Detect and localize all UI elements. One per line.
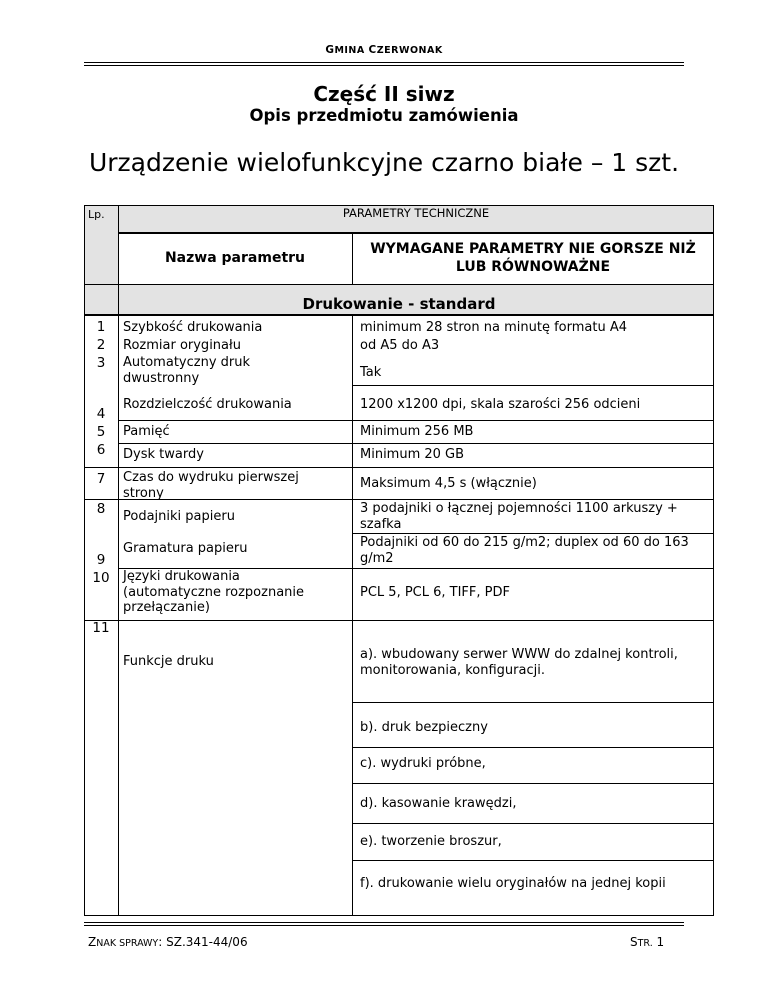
row-rule xyxy=(118,420,714,421)
row-rule xyxy=(84,467,714,468)
param-name: Gramatura papieru xyxy=(123,541,248,556)
row-rule xyxy=(118,443,714,444)
function-item: d). kasowanie krawędzi, xyxy=(360,796,517,811)
param-value: Tak xyxy=(360,365,382,380)
row-rule xyxy=(352,702,714,703)
row-rule xyxy=(84,620,714,621)
header-rule xyxy=(84,62,684,63)
param-name: Rozmiar oryginału xyxy=(123,338,241,353)
col-required-label: WYMAGANE PARAMETRY NIE GORSZE NIŻ LUB RÓWNOWAŻNE xyxy=(370,241,696,275)
col-name-label: Nazwa parametru xyxy=(164,250,306,266)
param-name: Czas do wydruku pierwszej strony xyxy=(123,470,299,501)
function-item: f). drukowanie wielu oryginałów na jednej kopii xyxy=(360,876,666,891)
row-rule xyxy=(352,747,714,748)
param-value: Podajniki od 60 do 215 g/m2; duplex od 60 do 163 g/m2 xyxy=(360,535,689,566)
row-rule xyxy=(352,783,714,784)
row-number: 3 xyxy=(96,355,106,371)
row-number: 2 xyxy=(96,337,106,353)
page-number: STR. 1 xyxy=(630,935,665,949)
param-value: minimum 28 stron na minutę formatu A4 xyxy=(360,320,627,335)
param-name: Podajniki papieru xyxy=(123,509,235,524)
param-value: 1200 x1200 dpi, skala szarości 256 odcieni xyxy=(360,397,641,412)
function-item: a). wbudowany serwer WWW do zdalnej kontroli, monitorowania, konfiguracji. xyxy=(360,647,678,678)
param-value: Minimum 20 GB xyxy=(360,447,465,462)
row-number: 6 xyxy=(96,442,106,458)
param-value: PCL 5, PCL 6, TIFF, PDF xyxy=(360,585,510,600)
row-number: 5 xyxy=(96,424,106,440)
row-rule xyxy=(352,823,714,824)
section-label: Drukowanie - standard xyxy=(302,295,496,313)
row-rule xyxy=(118,233,714,234)
row-number: 1 xyxy=(96,319,106,335)
function-item: c). wydruki próbne, xyxy=(360,756,486,771)
part-title: Część II siwz xyxy=(313,82,455,106)
row-number: 7 xyxy=(96,471,106,487)
footer-rule-2 xyxy=(84,925,684,926)
row-number: 8 xyxy=(96,501,106,517)
param-value: Maksimum 4,5 s (włącznie) xyxy=(360,476,537,491)
param-name: Dysk twardy xyxy=(123,447,204,462)
param-value: 3 podajniki o łącznej pojemności 1100 arkuszy + szafka xyxy=(360,501,678,532)
param-value: Minimum 256 MB xyxy=(360,424,474,439)
param-name: Szybkość drukowania xyxy=(123,320,263,335)
device-title: Urządzenie wielofunkcyjne czarno białe – 1 szt. xyxy=(88,148,680,177)
col-divider-header xyxy=(352,233,353,284)
case-number: ZNAK SPRAWY: SZ.341-44/06 xyxy=(88,935,248,949)
col-divider-lp xyxy=(118,233,119,916)
param-name: Pamięć xyxy=(123,424,170,439)
footer-rule xyxy=(84,922,684,923)
row-number: 10 xyxy=(92,570,110,586)
param-name: Funkcje druku xyxy=(123,654,214,669)
row-number: 9 xyxy=(96,552,106,568)
row-rule xyxy=(84,284,714,285)
function-item: b). druk bezpieczny xyxy=(360,720,488,735)
col-params-label: PARAMETRY TECHNICZNE xyxy=(342,206,490,220)
row-rule xyxy=(352,385,714,386)
function-item: e). tworzenie broszur, xyxy=(360,834,502,849)
row-number: 4 xyxy=(96,406,106,422)
col-lp-label: Lp. xyxy=(88,208,105,221)
col-divider-functions xyxy=(352,620,353,916)
row-rule xyxy=(352,533,714,534)
param-name: Rozdzielczość drukowania xyxy=(123,397,292,412)
param-name: Języki drukowania (automatyczne rozpoznanie przełączanie) xyxy=(123,569,305,615)
header-rule-2 xyxy=(84,65,684,66)
param-value: od A5 do A3 xyxy=(360,338,440,353)
subtitle: Opis przedmiotu zamówienia xyxy=(249,106,519,125)
param-name: Automatyczny druk dwustronny xyxy=(123,355,251,386)
row-number: 11 xyxy=(92,620,110,636)
organization-header: GMINA CZERWONAK xyxy=(325,44,443,56)
row-rule xyxy=(84,315,714,316)
row-rule xyxy=(352,860,714,861)
